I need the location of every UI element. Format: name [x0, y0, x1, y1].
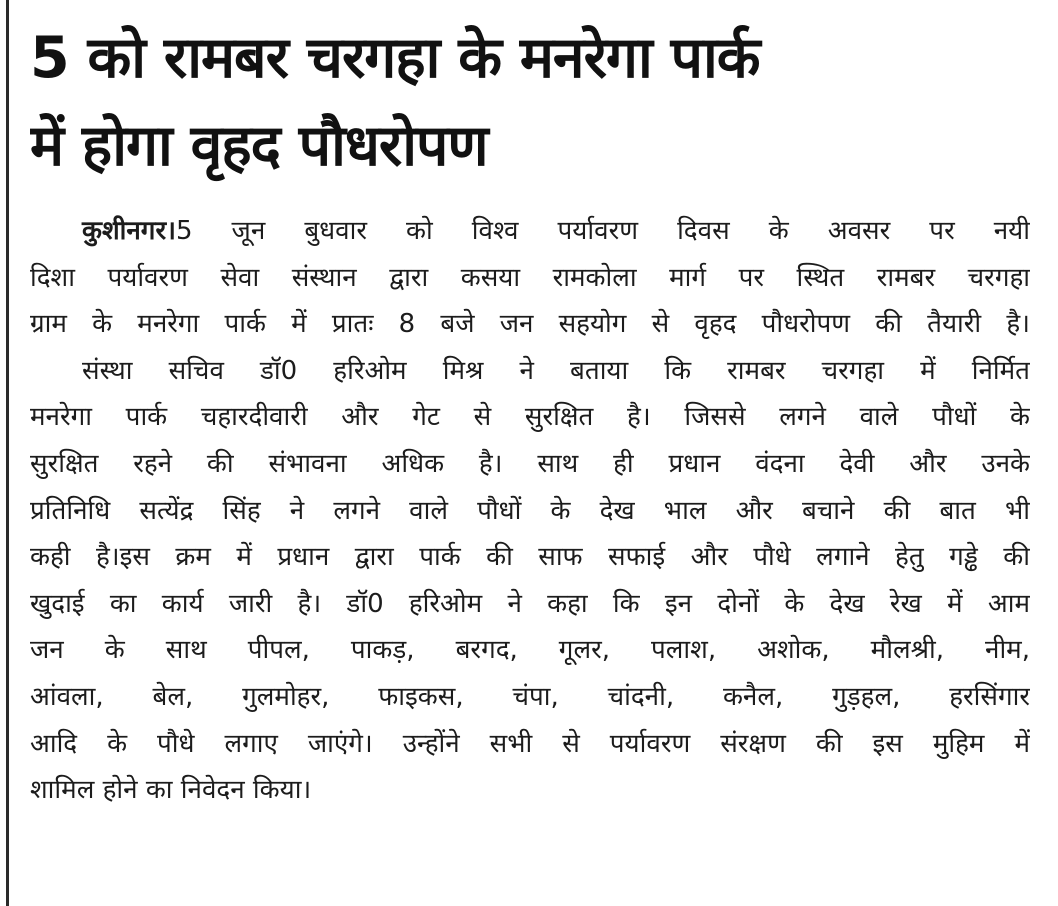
column-rule — [6, 0, 9, 906]
body-line-13: शामिल होने का निवेदन किया। — [30, 775, 312, 806]
body-line-4: संस्था सचिव डॉ0 हरिओम मिश्र ने बताया कि रामबर चरगहा में निर्मित — [82, 355, 1030, 386]
headline — [30, 14, 1030, 190]
body-line-9: खुदाई का कार्य जारी है। डॉ0 हरिओम ने कहा कि इन दोनों के देख रेख में आम — [30, 588, 1030, 619]
article-body — [30, 208, 1030, 814]
headline-line-2: में होगा वृहद पौधरोपण — [30, 113, 488, 179]
body-line-10: जन के साथ पीपल, पाकड़, बरगद, गूलर, पलाश, अशोक, मौलश्री, नीम, — [30, 635, 1030, 666]
body-line-7: प्रतिनिधि सत्येंद्र सिंह ने लगने वाले पौधों के देख भाल और बचाने की बात भी — [30, 495, 1030, 526]
body-line-8: कही है।इस क्रम में प्रधान द्वारा पार्क की साफ सफाई और पौधे लगाने हेतु गड्ढे की — [30, 542, 1030, 573]
body-line-3: ग्राम के मनरेगा पार्क में प्रातः 8 बजे जन सहयोग से वृहद पौधरोपण की तैयारी है। — [30, 309, 1030, 340]
body-line-12: आदि के पौधे लगाए जाएंगे। उन्होंने सभी से पर्यावरण संरक्षण की इस मुहिम में — [30, 728, 1030, 759]
dateline: कुशीनगर। — [82, 216, 176, 246]
body-line-6: सुरक्षित रहने की संभावना अधिक है। साथ ही प्रधान वंदना देवी और उनके — [30, 448, 1030, 479]
news-article — [30, 14, 1030, 814]
body-line-1 — [30, 208, 1030, 255]
body-line-2: दिशा पर्यावरण सेवा संस्थान द्वारा कसया रामकोला मार्ग पर स्थित रामबर चरगहा — [30, 262, 1030, 293]
body-line-1-text: 5 जून बुधवार को विश्व पर्यावरण दिवस के अवसर पर नयी — [175, 216, 1030, 246]
body-line-5: मनरेगा पार्क चहारदीवारी और गेट से सुरक्षित है। जिससे लगने वाले पौधों के — [30, 402, 1030, 433]
body-line-11: आंवला, बेल, गुलमोहर, फाइकस, चंपा, चांदनी, कनैल, गुड़हल, हरसिंगार — [30, 681, 1030, 712]
headline-line-1: 5 को रामबर चरगहा के मनरेगा पार्क — [30, 25, 760, 91]
